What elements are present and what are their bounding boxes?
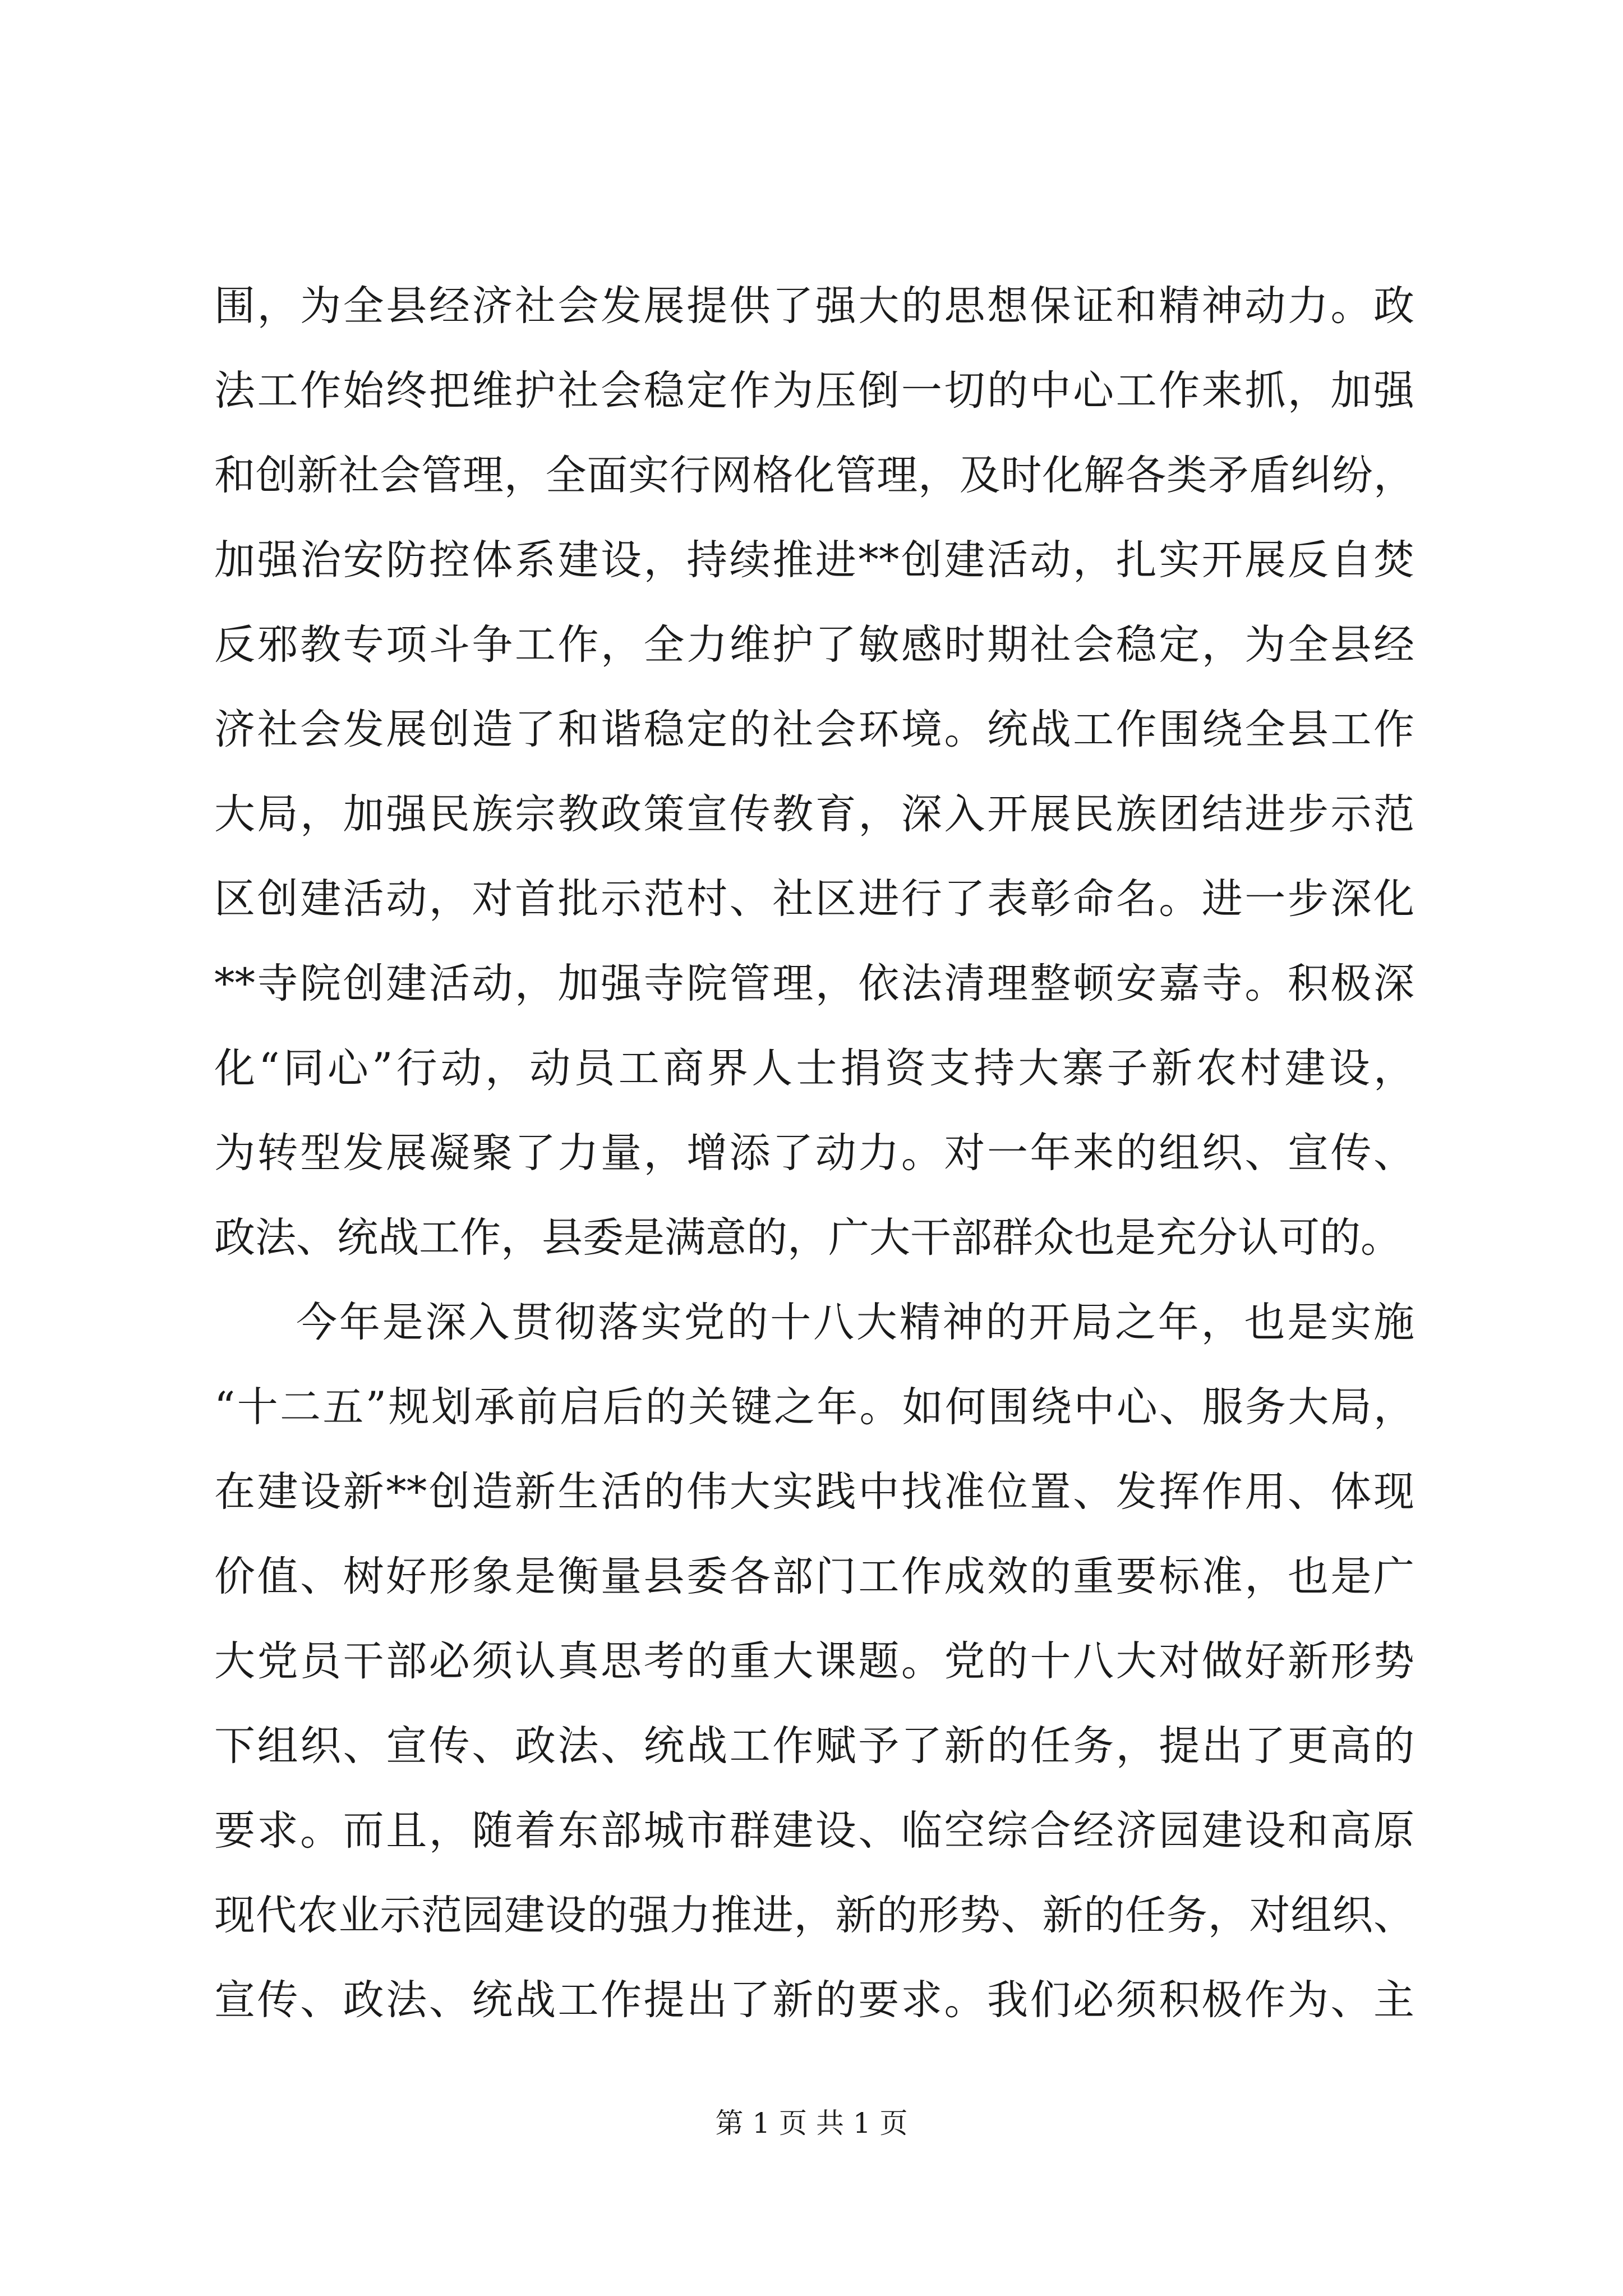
text-line: 区创建活动，对首批示范村、社区进行了表彰命名。进一步深化: [214, 875, 1414, 923]
text-line-paragraph-start: 今年是深入贯彻落实党的十八大精神的开局之年，也是实施: [296, 1299, 1414, 1346]
text-line: 和创新社会管理，全面实行网格化管理，及时化解各类矛盾纠纷，: [214, 452, 1414, 499]
text-line: **寺院创建活动，加强寺院管理，依法清理整顿安嘉寺。积极深: [214, 960, 1414, 1007]
text-line: 价值、树好形象是衡量县委各部门工作成效的重要标准，也是广: [214, 1553, 1414, 1600]
text-line: 化“同心”行动，动员工商界人士捐资支持大寨子新农村建设，: [214, 1045, 1414, 1092]
page-number-footer: 第 1 页 共 1 页: [715, 2107, 908, 2139]
text-line: 现代农业示范园建设的强力推进，新的形势、新的任务，对组织、: [214, 1892, 1414, 1939]
text-line: 济社会发展创造了和谐稳定的社会环境。统战工作围绕全县工作: [214, 706, 1414, 753]
text-line: 大局，加强民族宗教政策宣传教育，深入开展民族团结进步示范: [214, 790, 1414, 838]
text-line: 反邪教专项斗争工作，全力维护了敏感时期社会稳定，为全县经: [214, 621, 1414, 669]
text-line: 下组织、宣传、政法、统战工作赋予了新的任务，提出了更高的: [214, 1722, 1414, 1770]
text-line: 为转型发展凝聚了力量，增添了动力。对一年来的组织、宣传、: [214, 1129, 1414, 1177]
text-line: 要求。而且，随着东部城市群建设、临空综合经济园建设和高原: [214, 1807, 1414, 1855]
text-line: 宣传、政法、统战工作提出了新的要求。我们必须积极作为、主: [214, 1976, 1414, 2024]
text-line: 在建设新**创造新生活的伟大实践中找准位置、发挥作用、体现: [214, 1468, 1414, 1516]
text-line: 法工作始终把维护社会稳定作为压倒一切的中心工作来抓，加强: [214, 367, 1414, 415]
text-line: 大党员干部必须认真思考的重大课题。党的十八大对做好新形势: [214, 1637, 1414, 1685]
text-line: 政法、统战工作，县委是满意的，广大干部群众也是充分认可的。: [214, 1214, 1401, 1262]
text-line: 加强治安防控体系建设，持续推进**创建活动，扎实开展反自焚: [214, 536, 1414, 584]
text-line: 围，为全县经济社会发展提供了强大的思想保证和精神动力。政: [214, 282, 1414, 330]
document-body: [214, 264, 1414, 2042]
text-line: “十二五”规划承前启后的关键之年。如何围绕中心、服务大局，: [214, 1383, 1414, 1431]
